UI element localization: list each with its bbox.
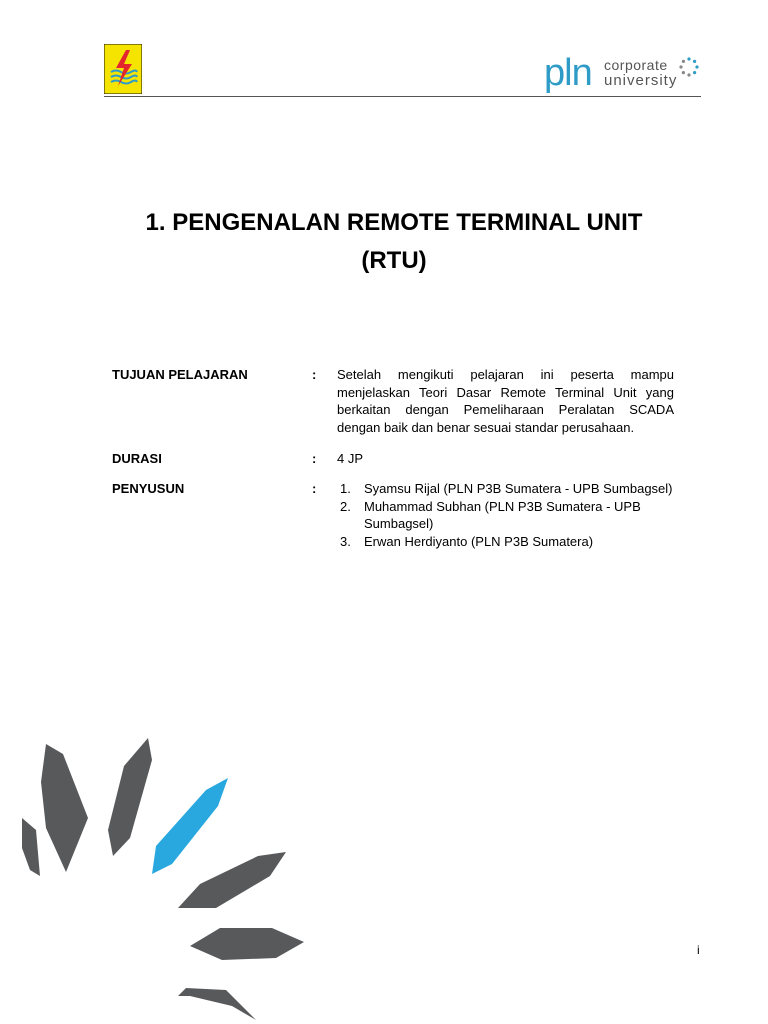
list-item <box>337 498 674 533</box>
field-value: Setelah mengikuti pelajaran ini peserta mampu menjelaskan Teori Dasar Remote Terminal Unit yang berkaitan dengan Pemeliharaan Peralatan SCADA dengan baik dan benar sesuai standar perusahaan. <box>337 367 674 435</box>
field-tujuan-pelajaran <box>112 366 674 438</box>
petal-shape <box>108 738 152 856</box>
petal-shape <box>22 818 40 876</box>
author-list <box>337 480 674 550</box>
sunburst-icon <box>678 56 700 78</box>
list-number: 3. <box>340 533 351 549</box>
petal-shape <box>178 988 256 1020</box>
author-name: Syamsu Rijal (PLN P3B Sumatera - UPB Sumbagsel) <box>364 481 673 496</box>
pln-corporate-university-logo <box>540 54 705 94</box>
field-label: DURASI <box>112 451 162 466</box>
field-label: TUJUAN PELAJARAN <box>112 367 248 382</box>
header-divider <box>104 96 701 97</box>
title-line-1: 1. PENGENALAN REMOTE TERMINAL UNIT <box>145 209 643 236</box>
logo-brand-text: pln <box>544 52 592 94</box>
petal-shape <box>190 928 304 960</box>
title-line-2: (RTU) <box>361 247 427 274</box>
field-colon: : <box>312 367 317 382</box>
page-title <box>104 204 684 280</box>
page-number: i <box>697 943 700 957</box>
petal-shape <box>178 852 286 908</box>
field-durasi <box>112 450 674 470</box>
field-value: 4 JP <box>337 451 364 466</box>
list-number: 1. <box>340 481 351 496</box>
list-item <box>337 480 674 498</box>
author-name: Erwan Herdiyanto (PLN P3B Sumatera) <box>364 533 594 549</box>
petal-shape <box>152 778 228 874</box>
logo-university-text: university <box>604 72 678 89</box>
field-penyusun <box>112 480 674 570</box>
author-name: Muhammad Subhan (PLN P3B Sumatera - UPB Sumbagsel) <box>364 498 641 531</box>
field-label: PENYUSUN <box>112 481 185 496</box>
logo-corporate-text: corporate <box>604 57 668 73</box>
list-item <box>337 533 674 551</box>
pln-logo-icon <box>104 44 142 94</box>
field-colon: : <box>312 481 317 496</box>
decorative-petals <box>0 720 330 1024</box>
petal-shape <box>41 744 88 872</box>
list-number: 2. <box>340 498 351 514</box>
field-colon: : <box>312 451 317 466</box>
